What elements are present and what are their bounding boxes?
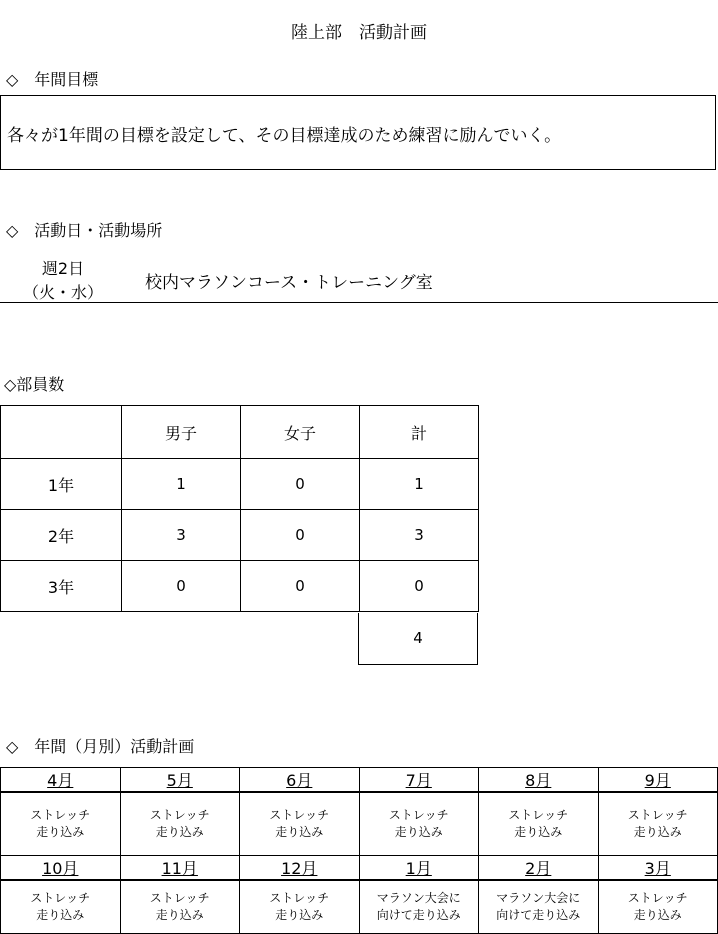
month-cell: 5月 — [120, 768, 240, 793]
members-table — [0, 405, 479, 612]
page-title: 陸上部 活動計画 — [291, 23, 427, 43]
boys-count: 0 — [122, 561, 241, 612]
month-cell: 3月 — [598, 856, 718, 881]
plan-activities-row-1 — [1, 792, 718, 856]
members-row-grade2 — [1, 510, 479, 561]
goal-box — [0, 95, 716, 170]
month-cell: 4月 — [1, 768, 121, 793]
activity-cell: ストレッチ 走り込み — [598, 880, 718, 934]
activity-cell: ストレッチ 走り込み — [1, 880, 121, 934]
month-cell: 9月 — [598, 768, 718, 793]
month-cell: 1月 — [359, 856, 479, 881]
activity-cell: ストレッチ 走り込み — [120, 880, 240, 934]
month-cell: 6月 — [240, 768, 360, 793]
divider — [0, 302, 718, 303]
members-row-grade3 — [1, 561, 479, 612]
activity-cell: ストレッチ 走り込み — [1, 792, 121, 856]
members-header-row — [1, 406, 479, 459]
activity-days-weekdays: （火・水） — [22, 283, 103, 302]
activity-cell: ストレッチ 走り込み — [240, 880, 360, 934]
members-header-boys: 男子 — [122, 406, 241, 459]
grade-label: 3年 — [1, 561, 122, 612]
grade-label: 1年 — [1, 459, 122, 510]
activity-cell: ストレッチ 走り込み — [240, 792, 360, 856]
grade-label: 2年 — [1, 510, 122, 561]
month-cell: 8月 — [479, 768, 599, 793]
activity-cell: マラソン大会に 向けて走り込み — [479, 880, 599, 934]
girls-count: 0 — [241, 510, 360, 561]
boys-count: 3 — [122, 510, 241, 561]
activity-cell: ストレッチ 走り込み — [598, 792, 718, 856]
monthly-plan-table — [0, 767, 718, 934]
activity-heading: ◇ 活動日・活動場所 — [6, 221, 163, 240]
members-header-blank — [1, 406, 122, 459]
plan-months-row-1 — [1, 768, 718, 793]
month-cell: 10月 — [1, 856, 121, 881]
members-row-grade1 — [1, 459, 479, 510]
girls-count: 0 — [241, 561, 360, 612]
activity-place: 校内マラソンコース・トレーニング室 — [145, 273, 433, 293]
month-cell: 2月 — [479, 856, 599, 881]
members-header-total: 計 — [360, 406, 479, 459]
members-grand-total: 4 — [358, 613, 478, 665]
month-cell: 7月 — [359, 768, 479, 793]
row-total: 3 — [360, 510, 479, 561]
activity-cell: ストレッチ 走り込み — [120, 792, 240, 856]
goal-text: 各々が1年間の目標を設定して、その目標達成のため練習に励んでいく。 — [7, 126, 562, 146]
plan-heading: ◇ 年間（月別）活動計画 — [6, 737, 195, 756]
activity-cell: ストレッチ 走り込み — [479, 792, 599, 856]
activity-days — [18, 257, 108, 305]
plan-months-row-2 — [1, 856, 718, 881]
girls-count: 0 — [241, 459, 360, 510]
plan-activities-row-2 — [1, 880, 718, 934]
goal-heading: ◇ 年間目標 — [6, 70, 99, 89]
activity-cell: ストレッチ 走り込み — [359, 792, 479, 856]
row-total: 0 — [360, 561, 479, 612]
members-header-girls: 女子 — [241, 406, 360, 459]
members-heading: ◇部員数 — [4, 375, 65, 394]
row-total: 1 — [360, 459, 479, 510]
activity-days-count: 週2日 — [41, 259, 85, 278]
activity-cell: マラソン大会に 向けて走り込み — [359, 880, 479, 934]
boys-count: 1 — [122, 459, 241, 510]
month-cell: 11月 — [120, 856, 240, 881]
month-cell: 12月 — [240, 856, 360, 881]
